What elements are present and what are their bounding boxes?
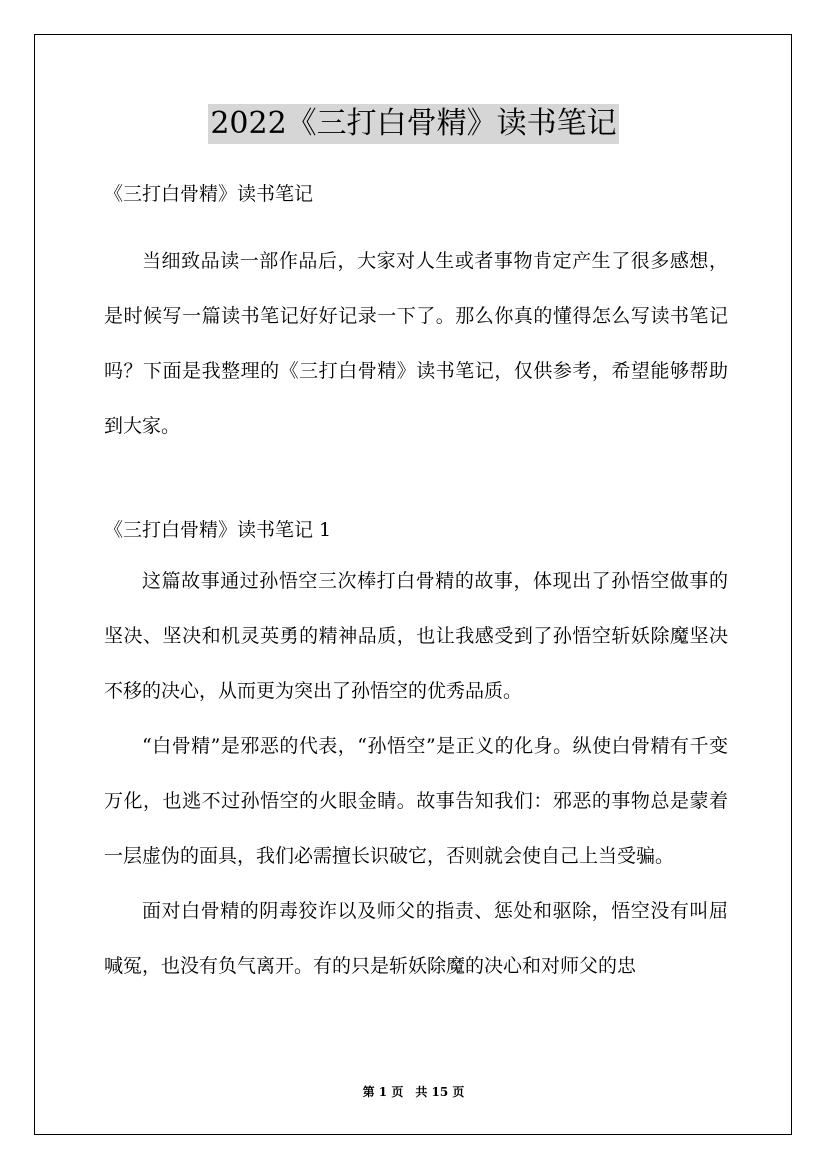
document-body [104, 175, 728, 994]
page-number: 第 1 页 共 15 页 [362, 1085, 465, 1099]
document-subtitle: 《三打白骨精》读书笔记 [104, 183, 314, 205]
document-title-container [0, 104, 827, 144]
intro-paragraph: 当细致品读一部作品后，大家对人生或者事物肯定产生了很多感想，是时候写一篇读书笔记好好记录一下了。那么你真的懂得怎么写读书笔记吗？下面是我整理的《三打白骨精》读书笔记，仅供参考，希望能够帮助到大家。 [104, 249, 728, 437]
body-paragraph: 这篇故事通过孙悟空三次棒打白骨精的故事，体现出了孙悟空做事的坚决、坚决和机灵英勇的精神品质，也让我感受到了孙悟空斩妖除魔坚决不移的决心，从而更为突出了孙悟空的优秀品质。 [104, 569, 728, 702]
document-title: 2022《三打白骨精》读书笔记 [208, 104, 618, 144]
body-paragraph: “白骨精”是邪恶的代表，“孙悟空”是正义的化身。纵使白骨精有千变万化，也逃不过孙悟空的火眼金睛。故事告知我们：邪恶的事物总是蒙着一层虚伪的面具，我们必需擅长识破它，否则就会使自己上当受骗。 [104, 734, 728, 867]
body-paragraph: 面对白骨精的阴毒狡诈以及师父的指责、惩处和驱除，悟空没有叫屈喊冤，也没有负气离开。有的只是斩妖除魔的决心和对师父的忠 [104, 899, 728, 977]
section-heading: 《三打白骨精》读书笔记 1 [104, 518, 332, 541]
